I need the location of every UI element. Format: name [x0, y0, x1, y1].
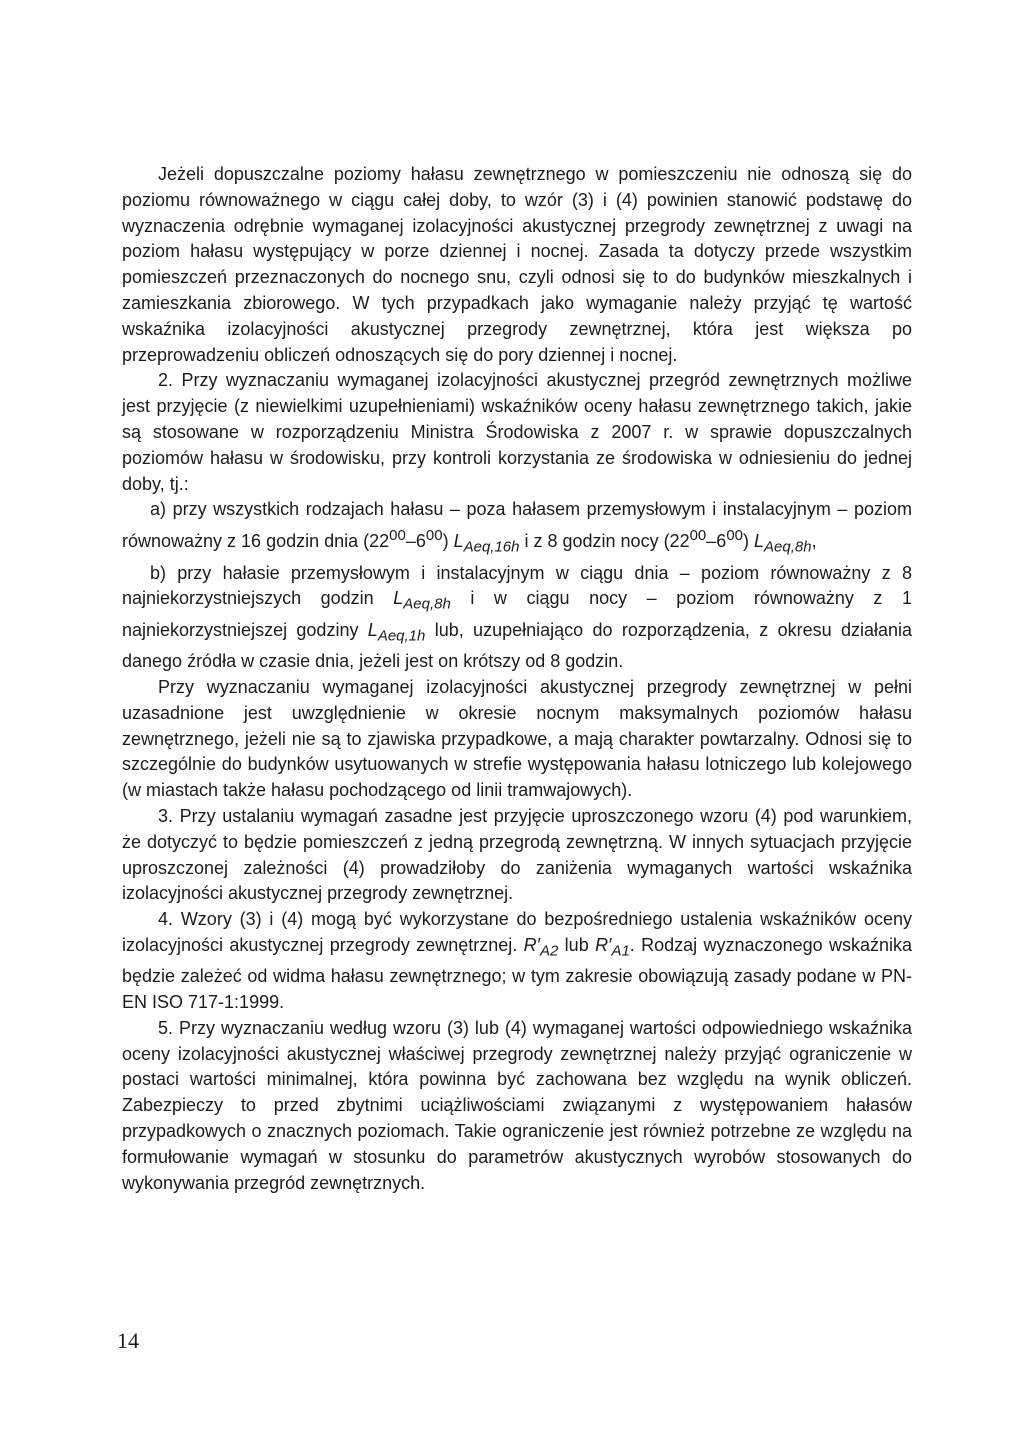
- symbol: R′: [595, 934, 612, 955]
- paragraph: Przy wyznaczaniu wymaganej izolacyjności akustycznej przegrody zewnętrznej w pełni uzasadnione jest uwzględnienie w okresie nocnym maksymalnych poziomów hałasu zewnętrznego, jeżeli nie są to zjawiska przypadkowe, a mają charakter powtarzalny. Odnosi się to szczególnie do budynków usytuowanych w strefie występowania hałasu lotniczego lub kolejowego (w miastach także hałasu pochodzącego od linii tramwajowych).: [122, 676, 912, 801]
- paragraph-item-2: 2. Przy wyznaczaniu wymaganej izolacyjności akustycznej przegród zewnętrznych możliwe jest przyjęcie (z niewielkimi uzupełnieniami) wskaźników oceny hałasu zewnętrznego takich, jakie są stosowane w rozporządzeniu Ministra Środowiska z 2007 r. w sprawie dopuszczalnych poziomów hałasu w środowisku, przy kontroli korzystania ze środowiska w odniesieniu do jednej doby, tj.:: [122, 370, 912, 494]
- subscript: Aeq,1h: [377, 627, 426, 645]
- text: i z 8 godzin nocy (22: [519, 531, 690, 552]
- list-item-a: [122, 497, 912, 560]
- text: i w ciągu nocy – poziom równoważny z 1 najniekorzystniejszej godziny: [122, 588, 913, 640]
- text: a) przy wszystkich rodzajach hałasu – poza hałasem przemysłowym i instalacyjnym – poziom równoważny z 16 godzin dnia (22: [122, 499, 912, 552]
- list-item-b: [122, 561, 912, 675]
- superscript: 00: [425, 527, 443, 545]
- symbol: L: [393, 588, 404, 609]
- subscript: Aeq,16h: [463, 538, 520, 556]
- superscript: 00: [389, 527, 406, 545]
- page-number: 14: [117, 1328, 139, 1353]
- text: b) przy hałasie przemysłowym i instalacyjnym w ciągu dnia – poziom równoważny z 8 najniekorzystniejszych godzin: [122, 562, 912, 609]
- paragraph-item-4: [122, 907, 912, 1016]
- body-text: [122, 162, 912, 1196]
- text: . Rodzaj wyznaczonego wskaźnika będzie zależeć od widma hałasu zewnętrznego; w tym zakresie obowiązują zasady podane w PN-EN ISO 717-1:1999.: [122, 934, 912, 1013]
- subscript: A1: [611, 942, 630, 960]
- text: –6: [706, 531, 727, 552]
- subscript: A2: [539, 942, 559, 960]
- text: lub: [558, 934, 596, 955]
- paragraph: Jeżeli dopuszczalne poziomy hałasu zewnętrznego w pomieszczeniu nie odnoszą się do poziomu równoważnego w ciągu całej doby, to wzór (3) i (4) powinien stanowić podstawę do wyznaczenia odrębnie wymaganej izolacyjności akustycznej przegrody zewnętrznej z uwagi na poziom hałasu występujący w porze dziennej i nocnej. Zasada ta dotyczy przede wszystkim pomieszczeń przeznaczonych do nocnego snu, czyli odnosi się to do budynków mieszkalnych i zamieszkania zbiorowego. W tych przypadkach jako wymaganie należy przyjąć tę wartość wskaźnika izolacyjności akustycznej przegrody zewnętrznej, która jest większa po przeprowadzeniu obliczeń odnoszących się do pory dziennej i nocnej.: [122, 164, 912, 365]
- text: 4. Wzory (3) i (4) mogą być wykorzystane do bezpośredniego ustalenia wskaźników oceny izolacyjności akustycznej przegrody zewnętrznej.: [122, 909, 912, 955]
- text: ): [442, 531, 454, 552]
- superscript: 00: [726, 527, 743, 545]
- text: –6: [405, 531, 426, 552]
- paragraph-item-5: 5. Przy wyznaczaniu według wzoru (3) lub (4) wymaganej wartości odpowiedniego wskaźnika oceny izolacyjności akustycznej właściwej przegrody zewnętrznej należy przyjąć ograniczenie w postaci wartości minimalnej, która powinna być zachowana bez względu na wynik obliczeń. Zabezpieczy to przed zbytnimi uciążliwościami związanymi z występowaniem hałasów przypadkowych o znacznych poziomach. Takie ograniczenie jest również potrzebne ze względu na formułowanie wymagań w stosunku do parametrów akustycznych wyrobów stosowanych do wykonywania przegród zewnętrznych.: [122, 1017, 912, 1193]
- subscript: Aeq,8h: [403, 595, 451, 613]
- symbol: L: [367, 619, 378, 640]
- superscript: 00: [689, 527, 707, 545]
- text: ,: [811, 531, 817, 552]
- symbol: L: [754, 531, 765, 552]
- subscript: Aeq,8h: [764, 538, 812, 556]
- text: lub, uzupełniająco do rozporządzenia, z okresu działania danego źródła w czasie dnia, jeżeli jest on krótszy od 8 godzin.: [122, 619, 912, 672]
- paragraph-item-3: 3. Przy ustalaniu wymagań zasadne jest przyjęcie uproszczonego wzoru (4) pod warunkiem, że dotyczyć to będzie pomieszczeń z jedną przegrodą zewnętrzną. W innych sytuacjach przyjęcie uproszczonej zależności (4) prowadziłoby do zaniżenia wymaganych wartości wskaźnika izolacyjności akustycznej przegrody zewnętrznej.: [122, 805, 912, 904]
- text: ): [743, 531, 754, 552]
- symbol: L: [453, 531, 464, 552]
- symbol: R′: [523, 934, 540, 955]
